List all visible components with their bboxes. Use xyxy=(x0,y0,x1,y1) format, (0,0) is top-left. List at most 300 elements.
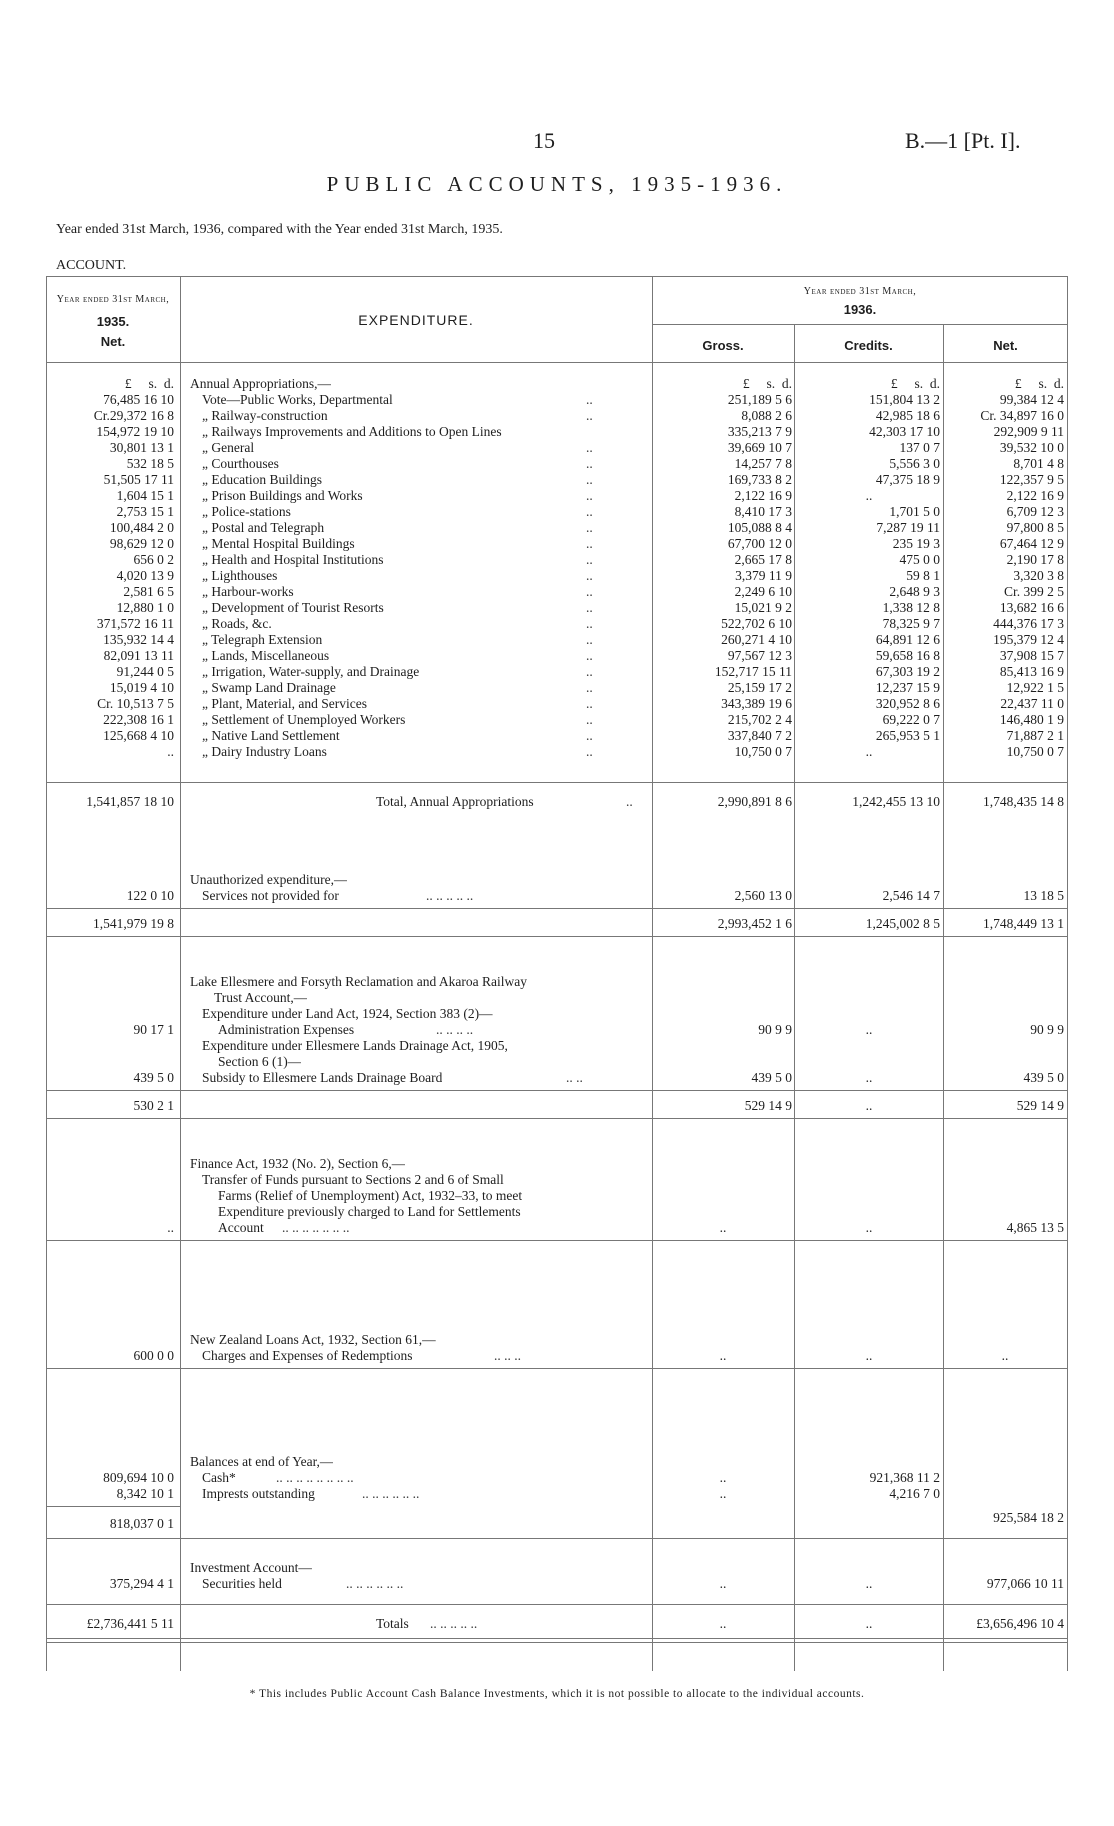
dot-leader: .. xyxy=(586,456,593,471)
loans-prev: 600 0 0 xyxy=(133,1348,174,1363)
footnote: * This includes Public Account Cash Balance Investments, which it is not possible to allocate to the individual accounts. xyxy=(249,1688,865,1700)
unauthorized-net: 13 18 5 xyxy=(1023,888,1064,903)
row-description: „ Irrigation, Water-supply, and Drainage xyxy=(202,664,420,679)
finance-line-1 xyxy=(46,1156,1068,1172)
totals-credits: .. xyxy=(865,1616,873,1631)
investment-prev: 375,294 4 1 xyxy=(109,1576,174,1591)
totals-net: £3,656,496 10 4 xyxy=(976,1616,1064,1631)
dot-leader: .. .. .. .. .. .. .. .. xyxy=(276,1470,354,1485)
annual-heading: Annual Appropriations,— xyxy=(190,376,331,391)
row-prev-net: 30,801 13 1 xyxy=(109,440,174,455)
row-description: „ Development of Tourist Resorts xyxy=(202,600,384,615)
finance-text-4: Expenditure previously charged to Land for Settlements xyxy=(218,1204,521,1219)
ellesmere-heading-row-2 xyxy=(46,990,1068,1006)
loans-net: .. xyxy=(1001,1348,1009,1363)
row-gross: 3,379 11 9 xyxy=(735,568,792,583)
row-credits: 59,658 16 8 xyxy=(875,648,940,663)
currency-net: £ s. d. xyxy=(1014,376,1064,391)
ellesmere-row1-net: 90 9 9 xyxy=(1030,1022,1064,1037)
totals-prev: £2,736,441 5 11 xyxy=(86,1616,174,1631)
row-credits: 64,891 12 6 xyxy=(875,632,940,647)
row-gross: 215,702 2 4 xyxy=(727,712,792,727)
row-gross: 2,122 16 9 xyxy=(734,488,792,503)
row-credits: 320,952 8 6 xyxy=(875,696,940,711)
balances-cash-row xyxy=(46,1470,1068,1486)
dot-leader: .. xyxy=(586,488,593,503)
row-credits: 67,303 19 2 xyxy=(875,664,940,679)
finance-rule xyxy=(46,1240,1068,1241)
dot-leader: .. xyxy=(586,392,593,407)
investment-desc: Securities held xyxy=(202,1576,282,1591)
table-row xyxy=(46,488,1068,504)
dot-leader: .. xyxy=(586,728,593,743)
table-row xyxy=(46,408,1068,424)
row-prev-net: 222,308 16 1 xyxy=(103,712,174,727)
ellesmere-row1-desc: Administration Expenses xyxy=(218,1022,355,1037)
dot-leader: .. xyxy=(586,744,593,759)
finance-credits: .. xyxy=(865,1220,873,1235)
ellesmere-row2-prev: 439 5 0 xyxy=(133,1070,174,1085)
row-description: „ Settlement of Unemployed Workers xyxy=(202,712,406,727)
unauthorized-subtotal-prev: 1,541,979 19 8 xyxy=(93,916,174,931)
row-net: 97,800 8 5 xyxy=(1006,520,1064,535)
row-credits: .. xyxy=(865,488,873,503)
row-net: 99,384 12 4 xyxy=(999,392,1064,407)
investment-row xyxy=(46,1576,1068,1592)
row-description: „ Postal and Telegraph xyxy=(202,520,325,535)
row-description: „ Health and Hospital Institutions xyxy=(202,552,384,567)
row-gross: 2,665 17 8 xyxy=(734,552,792,567)
row-net: 13,682 16 6 xyxy=(999,600,1064,615)
totals-gross: .. xyxy=(719,1616,727,1631)
row-credits: 12,237 15 9 xyxy=(875,680,940,695)
row-credits: 69,222 0 7 xyxy=(882,712,940,727)
row-description: „ Dairy Industry Loans xyxy=(202,744,327,759)
row-net: 444,376 17 3 xyxy=(993,616,1064,631)
unauthorized-subtotal-credits: 1,245,002 8 5 xyxy=(865,916,940,931)
ellesmere-row1-prev: 90 17 1 xyxy=(133,1022,174,1037)
row-net: 6,709 12 3 xyxy=(1006,504,1064,519)
ellesmere-subtotal-rule xyxy=(46,1118,1068,1119)
ellesmere-line-3 xyxy=(46,1054,1068,1070)
imprests-desc: Imprests outstanding xyxy=(202,1486,315,1501)
cash-credits: 921,368 11 2 xyxy=(869,1470,940,1485)
finance-text-2: Transfer of Funds pursuant to Sections 2 and 6 of Small xyxy=(202,1172,504,1187)
ellesmere-line-1 xyxy=(46,1006,1068,1022)
row-gross: 97,567 12 3 xyxy=(727,648,792,663)
annual-total-prev: 1,541,857 18 10 xyxy=(86,794,174,809)
balances-rule xyxy=(46,1538,1068,1539)
ellesmere-row2-net: 439 5 0 xyxy=(1023,1070,1064,1085)
annual-total-label: Total, Annual Appropriations xyxy=(376,794,534,809)
ellesmere-text-2: Expenditure under Ellesmere Lands Drainage Act, 1905, xyxy=(202,1038,508,1053)
row-gross: 8,088 2 6 xyxy=(741,408,792,423)
cur-year-caption: Year ended 31st March, xyxy=(803,286,917,297)
table-row xyxy=(46,744,1068,760)
table-row xyxy=(46,584,1068,600)
row-description: „ Mental Hospital Buildings xyxy=(202,536,355,551)
row-prev-net: 2,753 15 1 xyxy=(116,504,174,519)
annual-total-gross: 2,990,891 8 6 xyxy=(717,794,792,809)
dot-leader: .. xyxy=(586,408,593,423)
row-net: 2,122 16 9 xyxy=(1006,488,1064,503)
unauthorized-subtotal-net: 1,748,449 13 1 xyxy=(983,916,1064,931)
loans-credits: .. xyxy=(865,1348,873,1363)
table-row xyxy=(46,392,1068,408)
row-description: „ Telegraph Extension xyxy=(202,632,323,647)
ellesmere-line-2 xyxy=(46,1038,1068,1054)
dot-leader: .. xyxy=(586,440,593,455)
dot-leader: .. xyxy=(586,680,593,695)
ellesmere-subtotal-net: 529 14 9 xyxy=(1016,1098,1064,1113)
row-credits: 2,648 9 3 xyxy=(889,584,940,599)
currency-gross: £ s. d. xyxy=(742,376,792,391)
table-row xyxy=(46,456,1068,472)
row-credits: 475 0 0 xyxy=(899,552,940,567)
dot-leader: .. xyxy=(586,616,593,631)
row-credits: 59 8 1 xyxy=(906,568,940,583)
investment-gross: .. xyxy=(719,1576,727,1591)
cur-year: 1936. xyxy=(843,302,877,317)
row-credits: 47,375 18 9 xyxy=(875,472,940,487)
table-row xyxy=(46,648,1068,664)
dot-leader: .. .. .. .. .. xyxy=(426,888,474,903)
page-subtitle: Year ended 31st March, 1936, compared with the Year ended 31st March, 1935. xyxy=(56,222,503,237)
row-prev-net: Cr.29,372 16 8 xyxy=(93,408,174,423)
row-description: „ Lighthouses xyxy=(202,568,278,583)
dot-leader: .. xyxy=(586,536,593,551)
row-net: 2,190 17 8 xyxy=(1006,552,1064,567)
ellesmere-row2-credits: .. xyxy=(865,1070,873,1085)
finance-prev: .. xyxy=(167,1220,174,1235)
row-net: 292,909 9 11 xyxy=(993,424,1064,439)
row-description: „ Police-stations xyxy=(202,504,291,519)
gross-header: Gross. xyxy=(702,338,744,353)
investment-credits: .. xyxy=(865,1576,873,1591)
balances-prev-rule xyxy=(46,1506,180,1507)
unauthorized-prev: 122 0 10 xyxy=(126,888,174,903)
row-credits: 5,556 3 0 xyxy=(889,456,940,471)
ellesmere-row-1 xyxy=(46,1022,1068,1038)
row-prev-net: 82,091 13 11 xyxy=(103,648,174,663)
finance-line-3 xyxy=(46,1188,1068,1204)
row-credits: 78,325 9 7 xyxy=(882,616,940,631)
investment-heading-row xyxy=(46,1560,1068,1576)
row-net: 37,908 15 7 xyxy=(999,648,1064,663)
dot-leader: .. xyxy=(586,584,593,599)
row-net: 85,413 16 9 xyxy=(999,664,1064,679)
page-number: 15 xyxy=(533,128,555,153)
table-row xyxy=(46,728,1068,744)
row-gross: 260,271 4 10 xyxy=(721,632,792,647)
row-gross: 105,088 8 4 xyxy=(727,520,792,535)
row-prev-net: 1,604 15 1 xyxy=(116,488,174,503)
ellesmere-row2-desc: Subsidy to Ellesmere Lands Drainage Board xyxy=(202,1070,443,1085)
finance-row xyxy=(46,1220,1068,1236)
row-description: „ Plant, Material, and Services xyxy=(202,696,367,711)
dot-leader: .. xyxy=(586,520,593,535)
row-credits: 151,804 13 2 xyxy=(869,392,940,407)
row-prev-net: 125,668 4 10 xyxy=(103,728,174,743)
row-credits: .. xyxy=(865,744,873,759)
currency-credits: £ s. d. xyxy=(890,376,940,391)
dot-leader: .. .. .. .. .. .. xyxy=(362,1486,420,1501)
row-prev-net: .. xyxy=(167,744,174,759)
table-row xyxy=(46,536,1068,552)
balances-heading: Balances at end of Year,— xyxy=(190,1454,334,1469)
loans-row xyxy=(46,1348,1068,1364)
cash-desc: Cash* xyxy=(202,1470,236,1485)
row-net: 10,750 0 7 xyxy=(1006,744,1064,759)
dot-leader: .. xyxy=(626,794,633,809)
ellesmere-rule xyxy=(46,1090,1068,1091)
row-gross: 343,389 19 6 xyxy=(721,696,792,711)
row-prev-net: 98,629 12 0 xyxy=(109,536,174,551)
dot-leader: .. xyxy=(586,552,593,567)
table-row xyxy=(46,712,1068,728)
totals-rule-1 xyxy=(46,1638,1068,1639)
dot-leader: .. .. xyxy=(566,1070,583,1085)
row-gross: 39,669 10 7 xyxy=(727,440,792,455)
row-description: „ Railways Improvements and Additions to Open Lines xyxy=(202,424,502,439)
row-description: Vote—Public Works, Departmental xyxy=(202,392,393,407)
expenditure-table xyxy=(46,276,1068,1671)
unauthorized-row xyxy=(46,888,1068,904)
balances-heading-row xyxy=(46,1454,1068,1470)
table-row xyxy=(46,504,1068,520)
annual-total-net: 1,748,435 14 8 xyxy=(983,794,1064,809)
imprests-credits: 4,216 7 0 xyxy=(889,1486,940,1501)
loans-rule xyxy=(46,1368,1068,1369)
row-prev-net: 12,880 1 0 xyxy=(116,600,174,615)
balances-net: 925,584 18 2 xyxy=(993,1510,1064,1525)
row-description: „ General xyxy=(202,440,255,455)
table-row xyxy=(46,616,1068,632)
row-description: „ Courthouses xyxy=(202,456,279,471)
row-credits: 42,985 18 6 xyxy=(875,408,940,423)
dot-leader: .. xyxy=(586,648,593,663)
row-net: 122,357 9 5 xyxy=(999,472,1064,487)
ellesmere-row1-credits: .. xyxy=(865,1022,873,1037)
dot-leader: .. xyxy=(586,696,593,711)
row-credits: 42,303 17 10 xyxy=(869,424,940,439)
row-gross: 335,213 7 9 xyxy=(727,424,792,439)
dot-leader: .. xyxy=(586,472,593,487)
row-net: 146,480 1 9 xyxy=(999,712,1064,727)
table-row xyxy=(46,552,1068,568)
row-credits: 7,287 19 11 xyxy=(876,520,940,535)
row-description: „ Prison Buildings and Works xyxy=(202,488,363,503)
finance-desc: Account xyxy=(218,1220,264,1235)
imprests-gross: .. xyxy=(719,1486,727,1501)
dot-leader: .. .. .. .. .. xyxy=(430,1616,478,1631)
dot-leader: .. xyxy=(586,712,593,727)
row-prev-net: 532 18 5 xyxy=(126,456,174,471)
unauthorized-rule xyxy=(46,908,1068,909)
dot-leader: .. .. .. .. .. .. .. xyxy=(282,1220,350,1235)
row-credits: 265,953 5 1 xyxy=(875,728,940,743)
row-description: „ Swamp Land Drainage xyxy=(202,680,336,695)
prev-year: 1935. xyxy=(96,314,130,329)
row-prev-net: 51,505 17 11 xyxy=(103,472,174,487)
row-prev-net: Cr. 10,513 7 5 xyxy=(97,696,174,711)
ellesmere-row2-gross: 439 5 0 xyxy=(751,1070,792,1085)
unauthorized-subtotal-row xyxy=(46,916,1068,932)
row-net: 195,379 12 4 xyxy=(993,632,1064,647)
ellesmere-subtotal-credits: .. xyxy=(865,1098,873,1113)
header-bottom-rule xyxy=(46,362,1068,363)
dot-leader: .. xyxy=(586,568,593,583)
prev-net-header: Net. xyxy=(100,334,126,349)
loans-text-1: New Zealand Loans Act, 1932, Section 61,— xyxy=(190,1332,436,1347)
loans-gross: .. xyxy=(719,1348,727,1363)
ellesmere-heading-row xyxy=(46,974,1068,990)
balances-subtotal-row xyxy=(46,1516,1068,1532)
totals-rule-2 xyxy=(46,1642,1068,1643)
row-description: „ Education Buildings xyxy=(202,472,322,487)
unauthorized-desc: Services not provided for xyxy=(202,888,339,903)
ellesmere-text-1: Expenditure under Land Act, 1924, Section 383 (2)— xyxy=(202,1006,493,1021)
currency-prev: £ s. d. xyxy=(124,376,174,391)
dot-leader: .. .. .. xyxy=(494,1348,521,1363)
finance-line-4 xyxy=(46,1204,1068,1220)
unauthorized-heading-row xyxy=(46,872,1068,888)
row-gross: 8,410 17 3 xyxy=(734,504,792,519)
row-gross: 337,840 7 2 xyxy=(727,728,792,743)
dot-leader: .. xyxy=(586,504,593,519)
credits-header: Credits. xyxy=(844,338,893,353)
table-row xyxy=(46,440,1068,456)
row-prev-net: 91,244 0 5 xyxy=(116,664,174,679)
row-gross: 15,021 9 2 xyxy=(734,600,792,615)
dot-leader: .. .. .. .. xyxy=(436,1022,474,1037)
annual-total-rule xyxy=(46,782,1068,783)
annual-total-row xyxy=(46,794,1068,810)
row-net: Cr. 34,897 16 0 xyxy=(980,408,1064,423)
finance-gross: .. xyxy=(719,1220,727,1235)
row-credits: 235 19 3 xyxy=(892,536,940,551)
unauthorized-heading: Unauthorized expenditure,— xyxy=(190,872,348,887)
account-label: ACCOUNT. xyxy=(56,258,127,273)
row-gross: 251,189 5 6 xyxy=(727,392,792,407)
row-net: 8,701 4 8 xyxy=(1013,456,1064,471)
finance-line-2 xyxy=(46,1172,1068,1188)
row-gross: 169,733 8 2 xyxy=(727,472,792,487)
balances-subtotal-prev: 818,037 0 1 xyxy=(109,1516,174,1531)
row-gross: 522,702 6 10 xyxy=(721,616,792,631)
year-header-rule xyxy=(652,324,1068,325)
totals-row xyxy=(46,1616,1068,1632)
investment-heading: Investment Account— xyxy=(190,1560,312,1575)
row-net: 39,532 10 0 xyxy=(999,440,1064,455)
row-gross: 67,700 12 0 xyxy=(727,536,792,551)
ellesmere-heading-1: Lake Ellesmere and Forsyth Reclamation and Akaroa Railway xyxy=(190,974,528,989)
currency-row xyxy=(46,376,1068,392)
net-header: Net. xyxy=(993,338,1018,353)
ellesmere-heading-2: Trust Account,— xyxy=(214,990,308,1005)
unauthorized-subtotal-gross: 2,993,452 1 6 xyxy=(717,916,792,931)
document-code: B.—1 [Pt. I]. xyxy=(905,128,1021,153)
balances-imprests-row xyxy=(46,1486,1068,1502)
row-prev-net: 100,484 2 0 xyxy=(109,520,174,535)
row-description: „ Harbour-works xyxy=(202,584,294,599)
row-credits: 1,338 12 8 xyxy=(882,600,940,615)
row-prev-net: 15,019 4 10 xyxy=(109,680,174,695)
expenditure-header: EXPENDITURE. xyxy=(358,312,474,328)
dot-leader: .. xyxy=(586,600,593,615)
unauthorized-subtotal-rule xyxy=(46,936,1068,937)
table-row xyxy=(46,664,1068,680)
row-net: 3,320 3 8 xyxy=(1013,568,1064,583)
row-description: „ Lands, Miscellaneous xyxy=(202,648,330,663)
loans-line-1 xyxy=(46,1332,1068,1348)
finance-text-1: Finance Act, 1932 (No. 2), Section 6,— xyxy=(190,1156,406,1171)
row-prev-net: 2,581 6 5 xyxy=(123,584,174,599)
row-net: 22,437 11 0 xyxy=(1000,696,1064,711)
row-net: 12,922 1 5 xyxy=(1006,680,1064,695)
investment-net: 977,066 10 11 xyxy=(986,1576,1064,1591)
table-row xyxy=(46,696,1068,712)
dot-leader: .. xyxy=(586,632,593,647)
ellesmere-text-3: Section 6 (1)— xyxy=(218,1054,302,1069)
finance-text-3: Farms (Relief of Unemployment) Act, 1932–33, to meet xyxy=(218,1188,523,1203)
ellesmere-subtotal-gross: 529 14 9 xyxy=(744,1098,792,1113)
row-gross: 25,159 17 2 xyxy=(727,680,792,695)
cash-prev: 809,694 10 0 xyxy=(103,1470,174,1485)
table-row xyxy=(46,568,1068,584)
row-prev-net: 656 0 2 xyxy=(133,552,174,567)
row-description: „ Railway-construction xyxy=(202,408,328,423)
table-row xyxy=(46,424,1068,440)
row-net: 71,887 2 1 xyxy=(1006,728,1064,743)
table-row xyxy=(46,680,1068,696)
table-row xyxy=(46,600,1068,616)
row-prev-net: 371,572 16 11 xyxy=(96,616,174,631)
unauthorized-gross: 2,560 13 0 xyxy=(734,888,792,903)
table-row xyxy=(46,632,1068,648)
row-description: „ Native Land Settlement xyxy=(202,728,340,743)
table-row xyxy=(46,520,1068,536)
loans-desc: Charges and Expenses of Redemptions xyxy=(202,1348,413,1363)
row-prev-net: 135,932 14 4 xyxy=(103,632,174,647)
row-gross: 10,750 0 7 xyxy=(734,744,792,759)
page-title: PUBLIC ACCOUNTS, 1935-1936. xyxy=(326,172,788,196)
row-description: „ Roads, &c. xyxy=(202,616,272,631)
cash-gross: .. xyxy=(719,1470,727,1485)
ellesmere-row-2 xyxy=(46,1070,1068,1086)
ellesmere-subtotal-row xyxy=(46,1098,1068,1114)
row-prev-net: 76,485 16 10 xyxy=(103,392,174,407)
row-gross: 2,249 6 10 xyxy=(734,584,792,599)
row-net: 67,464 12 9 xyxy=(999,536,1064,551)
totals-label: Totals xyxy=(376,1616,409,1631)
prev-year-caption: Year ended 31st March, xyxy=(56,294,170,305)
imprests-prev: 8,342 10 1 xyxy=(116,1486,174,1501)
ellesmere-subtotal-prev: 530 2 1 xyxy=(133,1098,174,1113)
table-top-rule xyxy=(46,276,1068,277)
row-credits: 1,701 5 0 xyxy=(889,504,940,519)
row-prev-net: 154,972 19 10 xyxy=(96,424,174,439)
dot-leader: .. xyxy=(586,664,593,679)
annual-total-credits: 1,242,455 13 10 xyxy=(852,794,940,809)
row-gross: 152,717 15 11 xyxy=(714,664,792,679)
table-row xyxy=(46,472,1068,488)
row-net: Cr. 399 2 5 xyxy=(1003,584,1064,599)
dot-leader: .. .. .. .. .. .. xyxy=(346,1576,404,1591)
row-credits: 137 0 7 xyxy=(899,440,940,455)
investment-rule xyxy=(46,1604,1068,1605)
ellesmere-row1-gross: 90 9 9 xyxy=(758,1022,792,1037)
